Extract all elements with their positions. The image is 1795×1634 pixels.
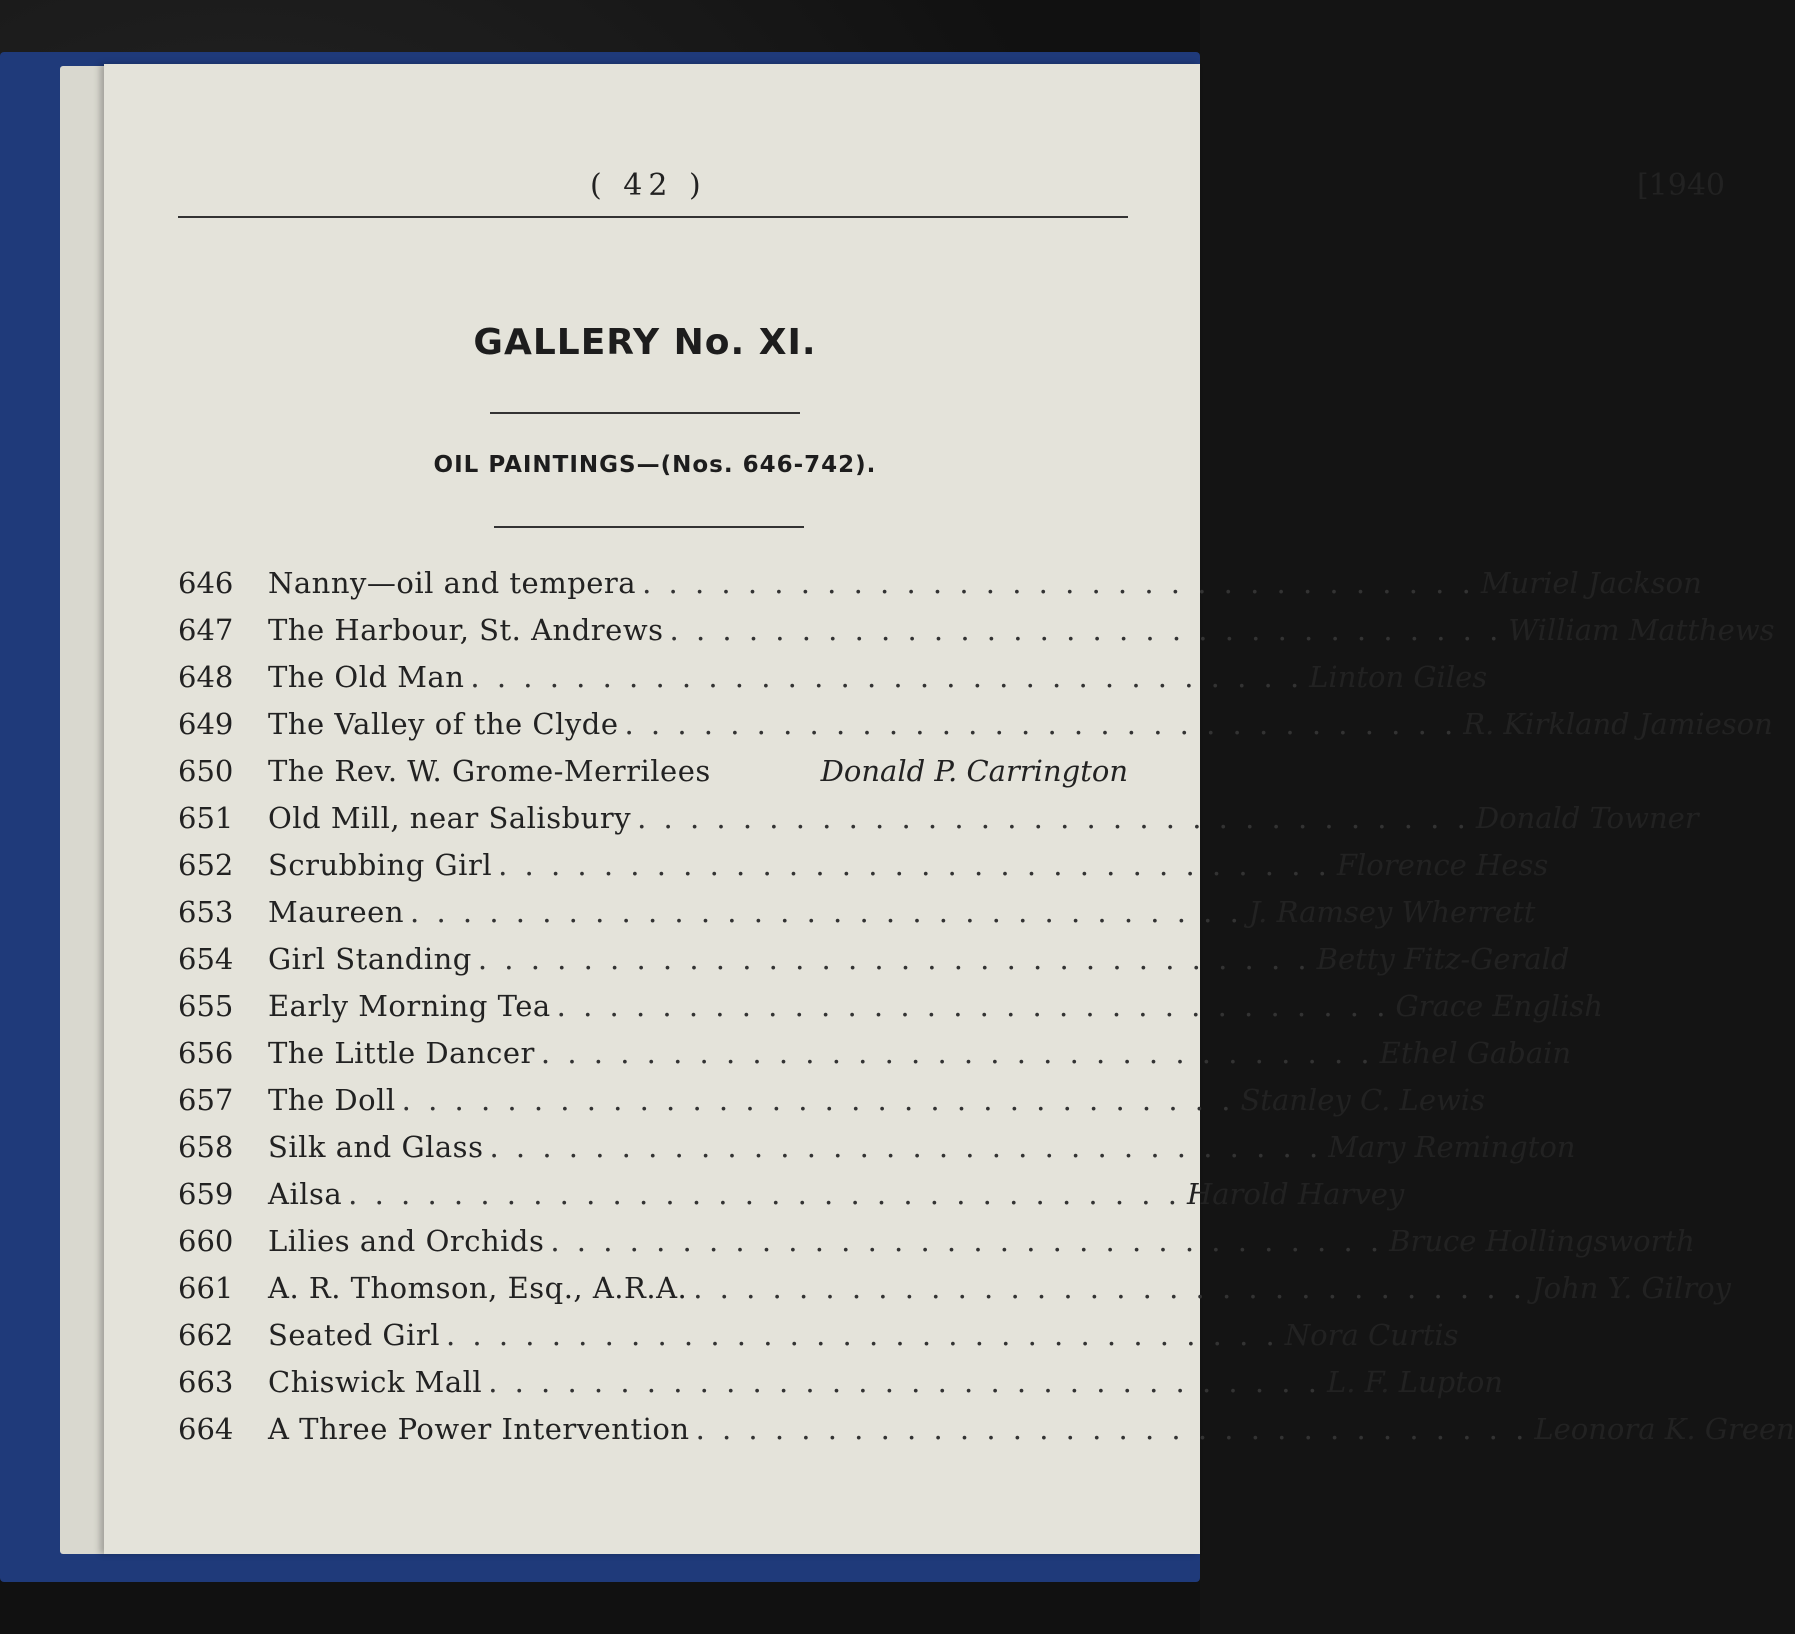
entry-title: The Doll — [268, 1083, 396, 1117]
dot-leader: . . . . . . . . . . . . . . . . . . . . . . . . . . . . . . . . — [348, 1177, 1181, 1211]
entry-title: Scrubbing Girl — [268, 848, 493, 882]
entry-number: 657 — [178, 1083, 234, 1117]
entry-title: The Harbour, St. Andrews — [268, 613, 664, 647]
entry-artist: Betty Fitz-Gerald — [1316, 942, 1570, 976]
entry-row — [178, 1271, 1731, 1318]
entry-row — [178, 1083, 1485, 1130]
entry-artist: Harold Harvey — [1186, 1177, 1405, 1211]
entry-title: The Valley of the Clyde — [268, 707, 619, 741]
page-year: [1940 — [1636, 168, 1725, 203]
entry-number: 663 — [178, 1365, 234, 1399]
dot-leader: . . . . . . . . . . . . . . . . . . . . . . . . . . . . . . . . — [410, 895, 1243, 929]
section-title: OIL PAINTINGS—(Nos. 646-742). — [433, 452, 877, 478]
entry-number: 661 — [178, 1271, 234, 1305]
entry-artist: Muriel Jackson — [1480, 566, 1702, 600]
entry-artist: L. F. Lupton — [1326, 1365, 1503, 1399]
dot-leader: . . . . . . . . . . . . . . . . . . . . . . . . . . . . . . . . — [550, 1224, 1384, 1258]
header-rule — [178, 216, 1128, 218]
entry-row — [178, 895, 1536, 942]
entry-row — [178, 707, 1773, 754]
entry-row — [178, 660, 1488, 707]
dot-leader: . . . . . . . . . . . . . . . . . . . . . . . . . . . . . . . . — [624, 707, 1458, 741]
entry-number: 649 — [178, 707, 234, 741]
entry-title: Nanny—oil and tempera — [268, 566, 637, 600]
entry-row — [178, 1036, 1572, 1083]
entry-artist: Grace English — [1395, 989, 1603, 1023]
entry-artist: Mary Remington — [1328, 1130, 1576, 1164]
entry-artist: Stanley C. Lewis — [1240, 1083, 1485, 1117]
entry-row — [178, 754, 1128, 801]
dot-leader: . . . . . . . . . . . . . . . . . . . . . . . . . . . . . . . . — [556, 989, 1390, 1023]
entry-artist: Ethel Gabain — [1379, 1036, 1572, 1070]
entry-number: 653 — [178, 895, 234, 929]
entry-artist: Bruce Hollingsworth — [1389, 1224, 1695, 1258]
entry-number: 659 — [178, 1177, 234, 1211]
entry-title: The Rev. W. Grome-Merrilees — [268, 754, 711, 788]
section-divider — [494, 526, 804, 528]
entry-number: 658 — [178, 1130, 234, 1164]
dot-leader: . . . . . . . . . . . . . . . . . . . . . . . . . . . . . . . . — [498, 848, 1331, 882]
entry-title: Old Mill, near Salisbury — [268, 801, 632, 835]
entry-row — [178, 1365, 1503, 1412]
entry-title: Silk and Glass — [268, 1130, 484, 1164]
entry-artist: Donald Towner — [1475, 801, 1699, 835]
entry-number: 654 — [178, 942, 234, 976]
dot-leader: . . . . . . . . . . . . . . . . . . . . . . . . . . . . . . . . — [488, 1365, 1321, 1399]
entry-artist: Nora Curtis — [1284, 1318, 1459, 1352]
dot-leader: . . . . . . . . . . . . . . . . . . . . . . . . . . . . . . . . — [477, 942, 1311, 976]
entry-row — [178, 566, 1702, 613]
entry-title: Lilies and Orchids — [268, 1224, 545, 1258]
entry-row — [178, 613, 1775, 660]
title-divider — [490, 412, 800, 414]
entries-list — [178, 566, 1795, 1459]
entry-artist: Leonora K. Green — [1534, 1412, 1795, 1446]
entry-row — [178, 989, 1603, 1036]
entry-number: 655 — [178, 989, 234, 1023]
entry-row — [178, 942, 1570, 989]
entry-number: 656 — [178, 1036, 234, 1070]
entry-artist: Linton Giles — [1309, 660, 1488, 694]
dot-leader: . . . . . . . . . . . . . . . . . . . . . . . . . . . . . . . . — [446, 1318, 1279, 1352]
dot-leader: . . . . . . . . . . . . . . . . . . . . . . . . . . . . . . . . — [489, 1130, 1323, 1164]
entry-number: 647 — [178, 613, 234, 647]
entry-row — [178, 801, 1699, 848]
entry-title: Girl Standing — [268, 942, 472, 976]
entry-number: 651 — [178, 801, 234, 835]
entry-artist: William Matthews — [1508, 613, 1775, 647]
dot-leader: . . . . . . . . . . . . . . . . . . . . . . . . . . . . . . . . — [695, 1412, 1529, 1446]
entry-title: The Old Man — [268, 660, 465, 694]
dot-leader: . . . . . . . . . . . . . . . . . . . . . . . . . . . . . . . . — [540, 1036, 1374, 1070]
dot-leader: . . . . . . . . . . . . . . . . . . . . . . . . . . . . . . . . — [693, 1271, 1526, 1305]
entry-artist: R. Kirkland Jamieson — [1463, 707, 1773, 741]
entry-row — [178, 1318, 1459, 1365]
entry-title: Early Morning Tea — [268, 989, 551, 1023]
dot-leader: . . . . . . . . . . . . . . . . . . . . . . . . . . . . . . . . — [470, 660, 1304, 694]
entry-title: A Three Power Intervention — [268, 1412, 690, 1446]
entry-artist: John Y. Gilroy — [1532, 1271, 1731, 1305]
entry-artist: J. Ramsey Wherrett — [1248, 895, 1536, 929]
entry-number: 646 — [178, 566, 234, 600]
entry-title: Chiswick Mall — [268, 1365, 483, 1399]
entry-row — [178, 1412, 1795, 1459]
entry-artist: Florence Hess — [1336, 848, 1549, 882]
entry-title: Seated Girl — [268, 1318, 440, 1352]
entry-number: 662 — [178, 1318, 234, 1352]
entry-number: 660 — [178, 1224, 234, 1258]
entry-title: Maureen — [268, 895, 405, 929]
dot-leader: . . . . . . . . . . . . . . . . . . . . . . . . . . . . . . . . — [669, 613, 1503, 647]
dot-leader: . . . . . . . . . . . . . . . . . . . . . . . . . . . . . . . . — [401, 1083, 1235, 1117]
entry-title: A. R. Thomson, Esq., A.R.A. — [268, 1271, 688, 1305]
entry-row — [178, 1130, 1576, 1177]
entry-title: Ailsa — [268, 1177, 343, 1211]
entry-number: 652 — [178, 848, 234, 882]
entry-number: 664 — [178, 1412, 234, 1446]
page-number: ( 42 ) — [590, 168, 707, 203]
entry-number: 650 — [178, 754, 234, 788]
dot-leader: . . . . . . . . . . . . . . . . . . . . . . . . . . . . . . . . — [642, 566, 1475, 600]
entry-row — [178, 848, 1549, 895]
entry-row — [178, 1177, 1405, 1224]
entry-title: The Little Dancer — [268, 1036, 535, 1070]
dot-leader: . . . . . . . . . . . . . . . . . . . . . . . . . . . . . . . . — [637, 801, 1470, 835]
entry-number: 648 — [178, 660, 234, 694]
entry-row — [178, 1224, 1695, 1271]
gallery-title: GALLERY No. XI. — [473, 322, 817, 363]
entry-artist: Donald P. Carrington — [820, 754, 1128, 788]
